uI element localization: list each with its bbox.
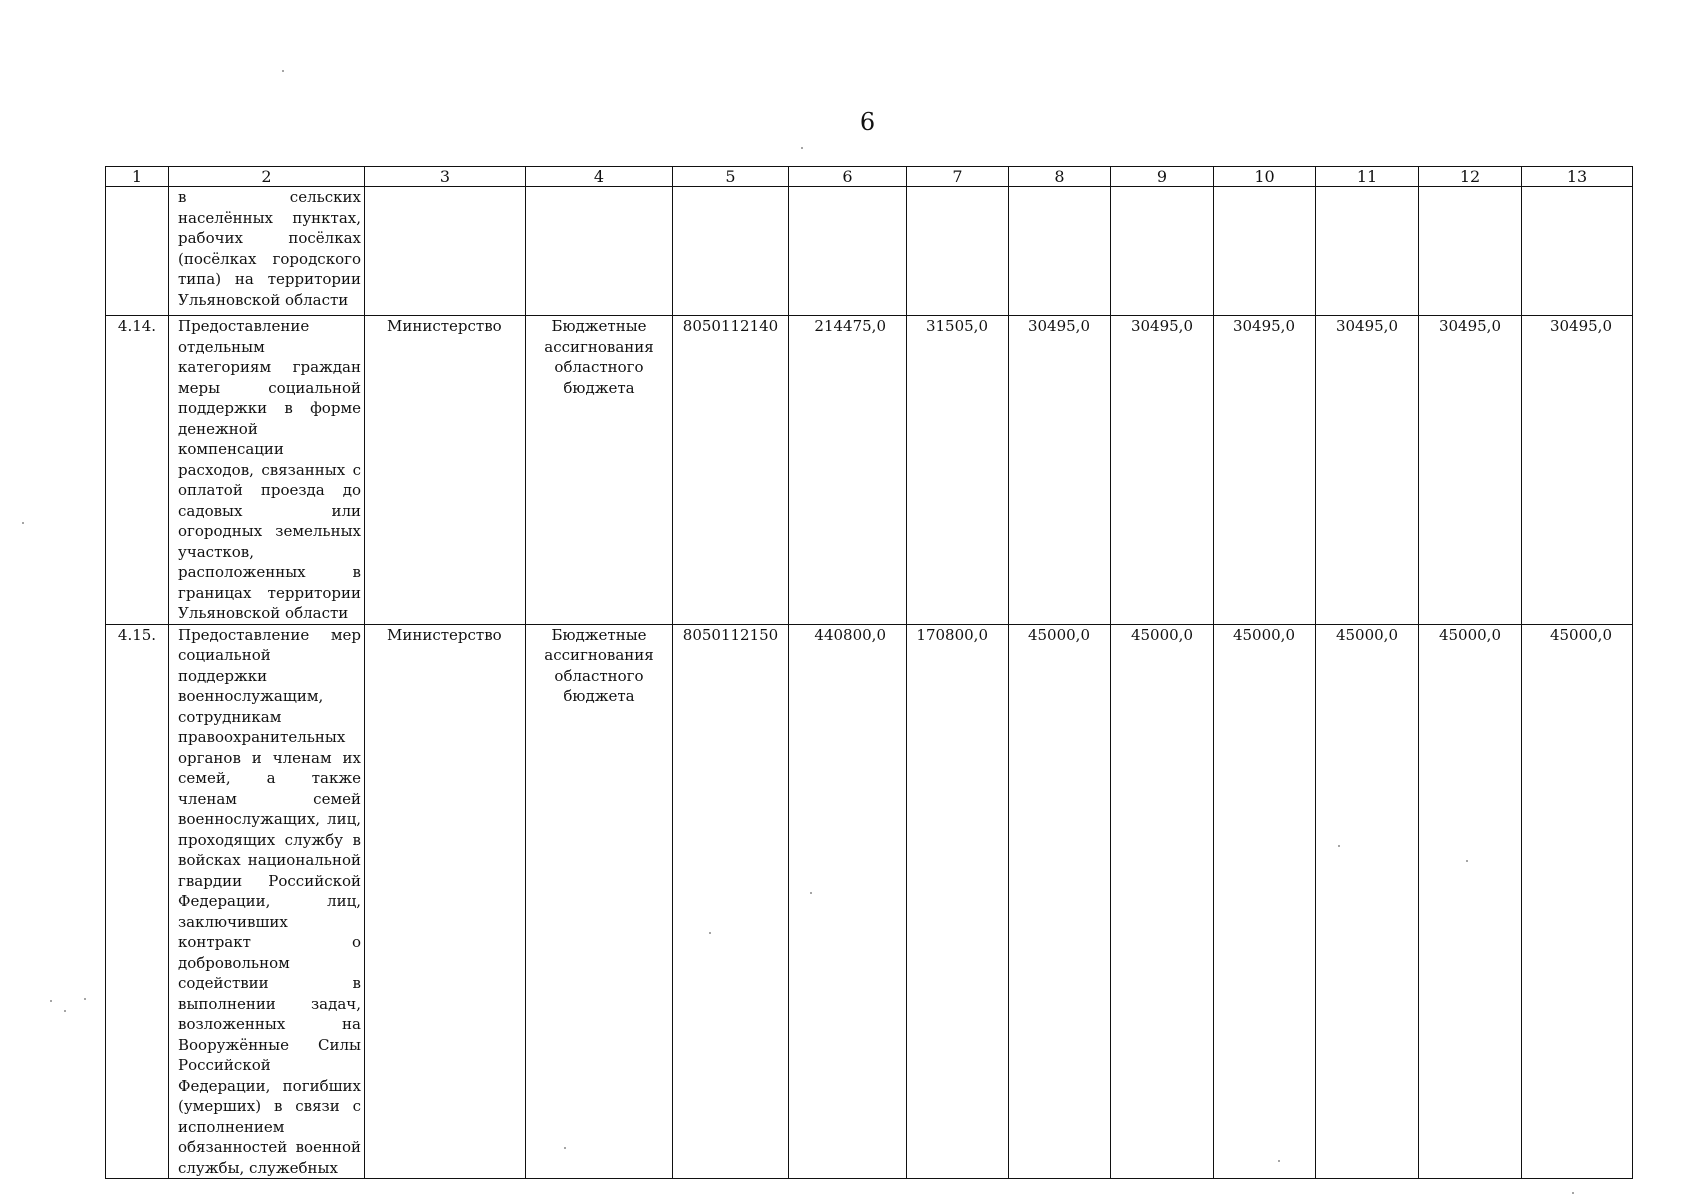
scan-speck <box>22 522 24 524</box>
row-value: 170800,0 <box>907 624 1009 1179</box>
row-value <box>1316 187 1419 316</box>
row-description: Предоставление отдельным категориям граждан меры социальной поддержки в форме денежной компенсации расходов, связанных с оплатой проезда до садовых или огородных земельных участков, расположенных в границах территории Ульяновской области <box>169 316 365 625</box>
scan-speck <box>282 70 284 72</box>
scan-speck <box>84 998 86 1000</box>
row-funding-source <box>526 187 673 316</box>
budget-table <box>105 166 1633 1179</box>
column-header: 11 <box>1316 167 1419 187</box>
row-value <box>1214 187 1316 316</box>
scan-speck <box>1572 1192 1574 1194</box>
column-header: 13 <box>1522 167 1633 187</box>
column-header: 7 <box>907 167 1009 187</box>
table-row <box>106 624 1633 1179</box>
row-funding-source: Бюджетные ассигнования областного бюджета <box>526 316 673 625</box>
row-number: 4.14. <box>106 316 169 625</box>
row-value: 30495,0 <box>1316 316 1419 625</box>
row-value: 45000,0 <box>1111 624 1214 1179</box>
column-header: 9 <box>1111 167 1214 187</box>
row-value: 30495,0 <box>1111 316 1214 625</box>
row-value: 45000,0 <box>1419 624 1522 1179</box>
row-funding-source: Бюджетные ассигнования областного бюджета <box>526 624 673 1179</box>
column-header: 1 <box>106 167 169 187</box>
column-header: 6 <box>789 167 907 187</box>
row-executor: Министерство <box>365 624 526 1179</box>
row-code <box>673 187 789 316</box>
column-header: 12 <box>1419 167 1522 187</box>
column-header: 4 <box>526 167 673 187</box>
row-value <box>1009 187 1111 316</box>
row-value: 30495,0 <box>1214 316 1316 625</box>
row-code: 8050112150 <box>673 624 789 1179</box>
column-header: 5 <box>673 167 789 187</box>
row-description: Предоставление мер социальной поддержки военнослужащим, сотрудникам правоохранительных органов и членам их семей, а также членам семей военнослужащих, лиц, проходящих службу в войсках национальной гвардии Российской Федерации, лиц, заключивших контракт о добровольном содействии в выполнении задач, возложенных на Вооружённые Силы Российской Федерации, погибших (умерших) в связи с исполнением обязанностей военной службы, служебных <box>169 624 365 1179</box>
column-header: 3 <box>365 167 526 187</box>
table-header-row <box>106 167 1633 187</box>
scan-speck <box>1278 1160 1280 1162</box>
row-value: 214475,0 <box>789 316 907 625</box>
row-executor: Министерство <box>365 316 526 625</box>
scan-speck <box>810 892 812 894</box>
column-header: 8 <box>1009 167 1111 187</box>
row-description: в сельских населённых пунктах, рабочих посёлках (посёлках городского типа) на территории Ульяновской области <box>169 187 365 316</box>
scan-speck <box>564 1147 566 1149</box>
row-value <box>1419 187 1522 316</box>
table-row <box>106 187 1633 316</box>
row-number <box>106 187 169 316</box>
row-value: 45000,0 <box>1522 624 1633 1179</box>
row-value: 30495,0 <box>1419 316 1522 625</box>
row-value: 440800,0 <box>789 624 907 1179</box>
scan-speck <box>1466 860 1468 862</box>
row-value: 45000,0 <box>1214 624 1316 1179</box>
row-value: 45000,0 <box>1316 624 1419 1179</box>
scan-speck <box>64 1010 66 1012</box>
row-executor <box>365 187 526 316</box>
row-value <box>1522 187 1633 316</box>
row-value: 30495,0 <box>1009 316 1111 625</box>
row-value <box>907 187 1009 316</box>
scan-speck <box>801 147 803 149</box>
row-value <box>789 187 907 316</box>
table-row <box>106 316 1633 625</box>
column-header: 10 <box>1214 167 1316 187</box>
row-value <box>1111 187 1214 316</box>
row-value: 30495,0 <box>1522 316 1633 625</box>
page-number: 6 <box>859 108 876 136</box>
scan-speck <box>50 1000 52 1002</box>
row-value: 45000,0 <box>1009 624 1111 1179</box>
scan-speck <box>709 932 711 934</box>
row-code: 8050112140 <box>673 316 789 625</box>
row-number: 4.15. <box>106 624 169 1179</box>
scan-speck <box>1338 845 1340 847</box>
column-header: 2 <box>169 167 365 187</box>
row-value: 31505,0 <box>907 316 1009 625</box>
